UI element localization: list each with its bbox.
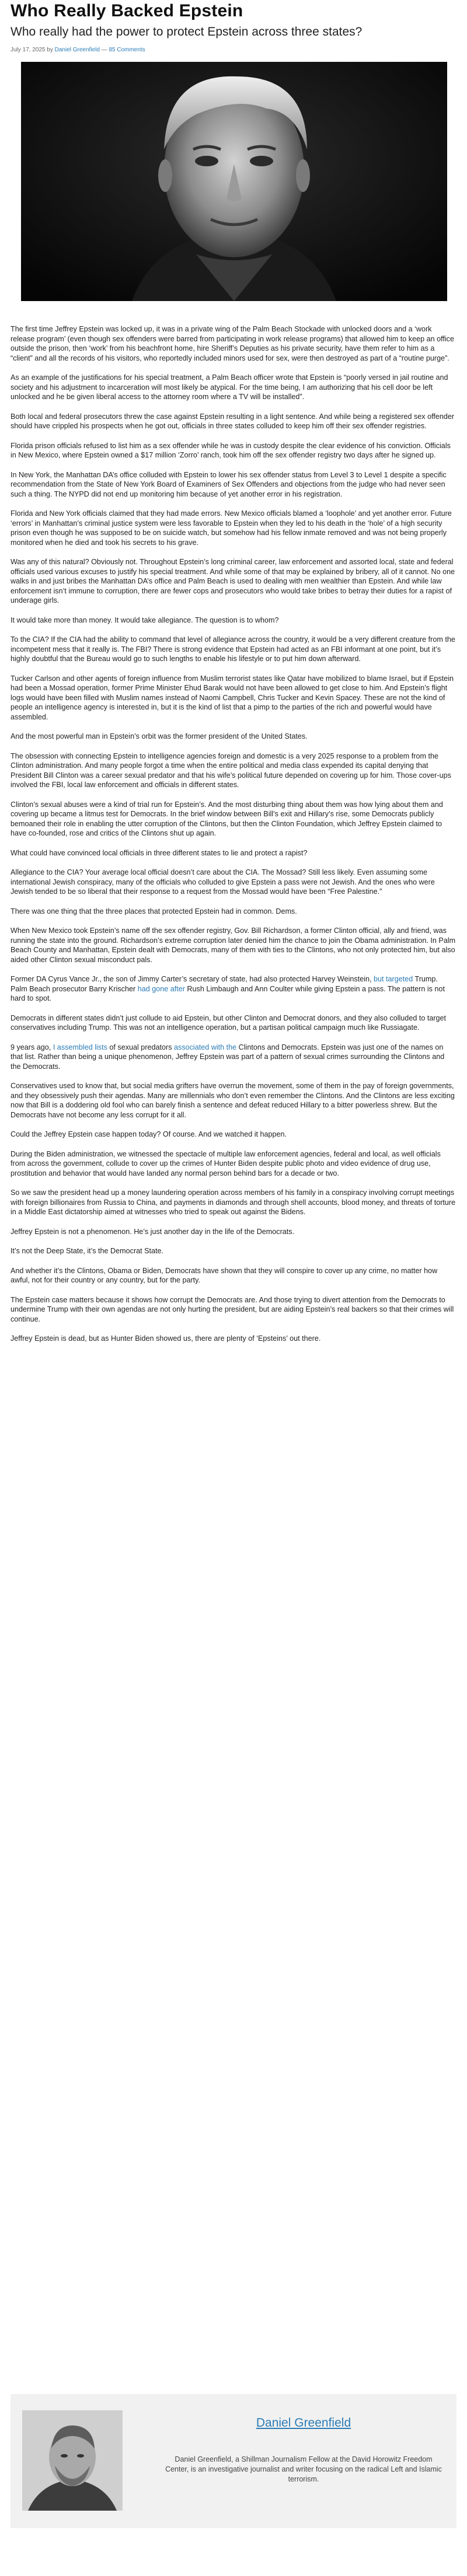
- body-paragraph: [11, 616, 456, 625]
- inline-link[interactable]: but targeted: [374, 975, 413, 983]
- article-body: [11, 324, 456, 1354]
- paragraph-text: It’s not the Deep State, it’s the Democrat State.: [11, 1247, 164, 1255]
- meta-separator: —: [101, 47, 107, 53]
- paragraph-text: To the CIA? If the CIA had the ability to command that level of allegiance across the country, it would be a very different creature from the incompetent mess that it really is. The FBI? There is strong evidence that Epstein had acted as an FBI informant at one point, but it’s highly doubtful that the Bureau would go to such lengths to enable his lifestyle or to put him down afterward.: [11, 635, 455, 663]
- paragraph-text: of sexual predators: [107, 1043, 175, 1051]
- paragraph-text: As an example of the justifications for his special treatment, a Palm Beach officer wrote that Epstein is “poorly versed in jail routine and society and his adjustment to incarceration will most likely be atypical. For the time being, I am authorizing that his cell door be left unlocked and he be given liberal access to the attorney room where a TV will be installed”.: [11, 373, 448, 401]
- paragraph-text: It would take more than money. It would take allegiance. The question is to whom?: [11, 616, 279, 624]
- body-paragraph: [11, 848, 456, 858]
- body-paragraph: [11, 868, 456, 897]
- paragraph-text: The obsession with connecting Epstein to intelligence agencies foreign and domestic is a very 2025 response to a problem from the Clinton administration. And many people forgot a time when the entire political and media class expended its capital denying that President Bill Clinton was a career sexual predator and that his wife’s political future depended on covering up for him. Those cover-ups involved the FBI, local law enforcement and officials in different states.: [11, 752, 451, 789]
- paragraph-text: So we saw the president head up a money laundering operation across members of his family in a conspiracy involving corrupt meetings with foreign billionaires from Russia to China, and payments in diamonds and through shell accounts, blood money, and threats of torture in a Middle East dictatorship aimed at witnesses who tried to speak out against the Bidens.: [11, 1189, 456, 1216]
- paragraph-text: When New Mexico took Epstein’s name off the sex offender registry, Gov. Bill Richardson, a former Clinton official, ally and friend, was running the state into the ground. Richardson’s extreme corruption later denied him the chance to join the Obama administration. In Palm Beach County and Manhattan, Epstein dealt with Democrats, many of them with ties to the Clintons, who not only protected him, but also aided other Clinton sexual misconduct pals.: [11, 927, 456, 964]
- publish-date: July 17, 2025: [11, 47, 46, 53]
- paragraph-text: What could have convinced local officials in three different states to lie and protect a rapist?: [11, 848, 308, 857]
- body-paragraph: [11, 509, 456, 547]
- paragraph-text: Was any of this natural? Obviously not. Throughout Epstein’s long criminal career, law enforcement and assorted local, state and federal officials used various excuses to justify his special treatment. And while some of that may be explained by bribery, all of it cannot. No one walks in and just bribes the Manhattan DA’s office and Palm Beach is used to dealing with men wealthier than Epstein. And while law enforcement isn’t immune to corruption, there are fewer cops and prosecutors who would take bribes to betray their duties for a rapist of underage girls.: [11, 558, 455, 604]
- body-paragraph: [11, 752, 456, 790]
- paragraph-text: Rush Limbaugh and Ann Coulter while giving Epstein a pass. The pattern is not hard to spot.: [11, 984, 445, 1002]
- body-paragraph: [11, 1081, 456, 1120]
- body-paragraph: [11, 1334, 456, 1344]
- paragraph-text: Allegiance to the CIA? Your average local official doesn’t care about the CIA. The Mossad? Still less likely. Even assuming some international Jewish conspiracy, many of the officials who colluded to give Epstein a pass were not Jewish. And the ones who were Jewish tended to be so liberal that their response to a request from the Mossad would have been “Free Palestine.”: [11, 868, 435, 896]
- paragraph-text: Jeffrey Epstein is not a phenomenon. He’s just another day in the life of the Democrats.: [11, 1227, 295, 1236]
- paragraph-text: Tucker Carlson and other agents of foreign influence from Muslim terrorist states like Qatar have mobilized to blame Israel, but if Epstein had been a Mossad operation, former Prime Minister Ehud Barak would not have been allowed to get close to him. And Epstein’s flight logs would have been filled with Muslim names instead of Naomi Campbell, Chris Tucker and Kevin Spacey. These are not the kind of people an intelligence agency is interested in, but it is the kind of list that a pimp to the parties of the rich and powerful would have assembled.: [11, 674, 454, 721]
- body-paragraph: [11, 470, 456, 499]
- body-paragraph: [11, 1013, 456, 1033]
- body-paragraph: [11, 557, 456, 606]
- article-meta: [11, 47, 145, 53]
- paragraph-text: Clinton’s sexual abuses were a kind of trial run for Epstein’s. And the most disturbing thing about them was how lying about them and covering up became a litmus test for Democrats. In the brief window between Bill’s exit and Hillary’s rise, some Democrats publicly bemoaned their role in enabling the utter corruption of the Clintons, but then the Clinton Foundation, which Jeffrey Epstein claimed to have co-founded, rose and critics of the Clintons shut up again.: [11, 800, 443, 837]
- paragraph-text: Democrats in different states didn’t just collude to aid Epstein, but other Clinton and Democrat donors, and they also colluded to target conservatives including Trump. This was not an intelligence operation, but a partisan political campaign much like Russiagate.: [11, 1013, 447, 1032]
- paragraph-text: During the Biden administration, we witnessed the spectacle of multiple law enforcement agencies, federal and local, as well officials from across the government, collude to cover up the crimes of Hunter Biden despite public photo and video evidence of drug use, prostitution and behavior that would have landed any normal person behind bars for a decade or two.: [11, 1149, 441, 1177]
- paragraph-text: And the most powerful man in Epstein’s orbit was the former president of the United States.: [11, 732, 308, 740]
- body-paragraph: [11, 926, 456, 964]
- inline-link[interactable]: associated with the: [174, 1043, 237, 1051]
- body-paragraph: [11, 674, 456, 722]
- byline-prefix: by: [47, 47, 53, 53]
- paragraph-text: Trump. Palm Beach prosecutor Barry Krischer: [11, 975, 438, 993]
- body-paragraph: [11, 1227, 456, 1237]
- portrait-illustration: [21, 62, 447, 301]
- body-paragraph: [11, 1043, 456, 1072]
- inline-link[interactable]: had gone after: [137, 984, 185, 993]
- author-bio: Daniel Greenfield, a Shillman Journalism Fellow at the David Horowitz Freedom Center, is an investigative journalist and writer focusing on the radical Left and Islamic terrorism.: [165, 2455, 442, 2483]
- article-subtitle: Who really had the power to protect Epstein across three states?: [11, 25, 363, 39]
- paragraph-text: 9 years ago,: [11, 1043, 53, 1051]
- paragraph-text: Could the Jeffrey Epstein case happen today? Of course. And we watched it happen.: [11, 1130, 287, 1138]
- paragraph-text: Former DA Cyrus Vance Jr., the son of Jimmy Carter’s secretary of state, had also protected Harvey Weinstein,: [11, 975, 374, 983]
- body-paragraph: [11, 800, 456, 838]
- body-paragraph: [11, 1246, 456, 1256]
- body-paragraph: [11, 732, 456, 742]
- paragraph-text: The first time Jeffrey Epstein was locked up, it was in a private wing of the Palm Beach Stockade with unlocked doors and a ‘work release program’ (even though sex offenders were barred from participating in work release programs) that allowed him to keep an office outside the prison, then ‘work’ from his beachfront home, hire Sheriff’s Deputies as his private security, have them refer to him as a “client” and all the records of his visitors, who reportedly included minors used for sex, were then destroyed as part of a “routine purge”.: [11, 325, 454, 362]
- body-paragraph: [11, 373, 456, 402]
- body-paragraph: [11, 412, 456, 431]
- paragraph-text: Conservatives used to know that, but social media grifters have overrun the movement, some of them in the pay of foreign governments, and they obsessively push their agendas. Many are millennials who don’t even remember the Clintons. And the Clintons are less exciting now that Bill is a doddering old fool who can barely finish a sentence and defeat reduced Hillary to a bitter powerless shrew. But the Democrats have not become any less corrupt for it all.: [11, 1082, 455, 1119]
- body-paragraph: [11, 324, 456, 363]
- hero-photo: [21, 62, 447, 301]
- paragraph-text: In New York, the Manhattan DA’s office colluded with Epstein to lower his sex offender status from Level 3 to Level 1 despite a specific recommendation from the State of New York Board of Examiners of Sex Offenders and objections from the judge who had never seen such a thing. The NYPD did not end up monitoring him because of yet another error in his registration.: [11, 470, 447, 498]
- author-box-name[interactable]: Daniel Greenfield: [256, 2416, 351, 2430]
- body-paragraph: [11, 1266, 456, 1285]
- body-paragraph: [11, 1295, 456, 1324]
- body-paragraph: [11, 441, 456, 460]
- author-portrait: [22, 2410, 123, 2511]
- paragraph-text: Clintons and Democrats. Epstein was just one of the names on that list. Rather than being a unique phenomenon, Jeffrey Epstein was part of a pattern of sexual crimes surrounding the Clintons and the Democrats.: [11, 1043, 445, 1071]
- paragraph-text: Florida and New York officials claimed that they had made errors. New Mexico officials blamed a ‘loophole’ and yet another error. Future ‘errors’ in Manhattan’s criminal justice system were less favorable to Epstein when they led to his death in the ‘hole’ of a high security prison even though he was supposed to be on suicide watch, but somehow had his fellow inmate removed and was not being properly monitored when he died and took his secrets to his grave.: [11, 509, 452, 547]
- paragraph-text: Both local and federal prosecutors threw the case against Epstein resulting in a light sentence. And while being a registered sex offender should have crippled his prospects when he got out, officials in three states colluded to keep him off their sex offender registries.: [11, 412, 455, 430]
- author-link[interactable]: Daniel Greenfield: [54, 47, 100, 53]
- body-paragraph: [11, 1149, 456, 1179]
- comments-link[interactable]: 85 Comments: [109, 47, 145, 53]
- body-paragraph: [11, 907, 456, 917]
- body-paragraph: [11, 974, 456, 1004]
- body-paragraph: [11, 1130, 456, 1140]
- paragraph-text: Florida prison officials refused to list him as a sex offender while he was in custody despite the clear evidence of his conviction. Officials in New Mexico, where Epstein owned a $17 million ‘Zorro’ ranch, took him off the sex offender registry two days after he signed up.: [11, 441, 451, 459]
- body-paragraph: [11, 635, 456, 664]
- paragraph-text: And whether it’s the Clintons, Obama or Biden, Democrats have shown that they will conspire to cover up any crime, no matter how awful, not for their country or any country, but for the party.: [11, 1266, 438, 1284]
- paragraph-text: Jeffrey Epstein is dead, but as Hunter Biden showed us, there are plenty of ‘Epsteins’ out there.: [11, 1334, 321, 1343]
- paragraph-text: There was one thing that the three places that protected Epstein had in common. Dems.: [11, 907, 297, 915]
- article-title: Who Really Backed Epstein: [11, 1, 243, 20]
- author-photo: [22, 2410, 123, 2511]
- body-paragraph: [11, 1188, 456, 1217]
- author-box: [11, 2394, 456, 2528]
- paragraph-text: The Epstein case matters because it shows how corrupt the Democrats are. And those trying to divert attention from the Democrats to undermine Trump with their own agendas are not only hurting the president, but are aiding Epstein’s real backers so that their crimes will continue.: [11, 1295, 454, 1323]
- inline-link[interactable]: I assembled lists: [53, 1043, 107, 1051]
